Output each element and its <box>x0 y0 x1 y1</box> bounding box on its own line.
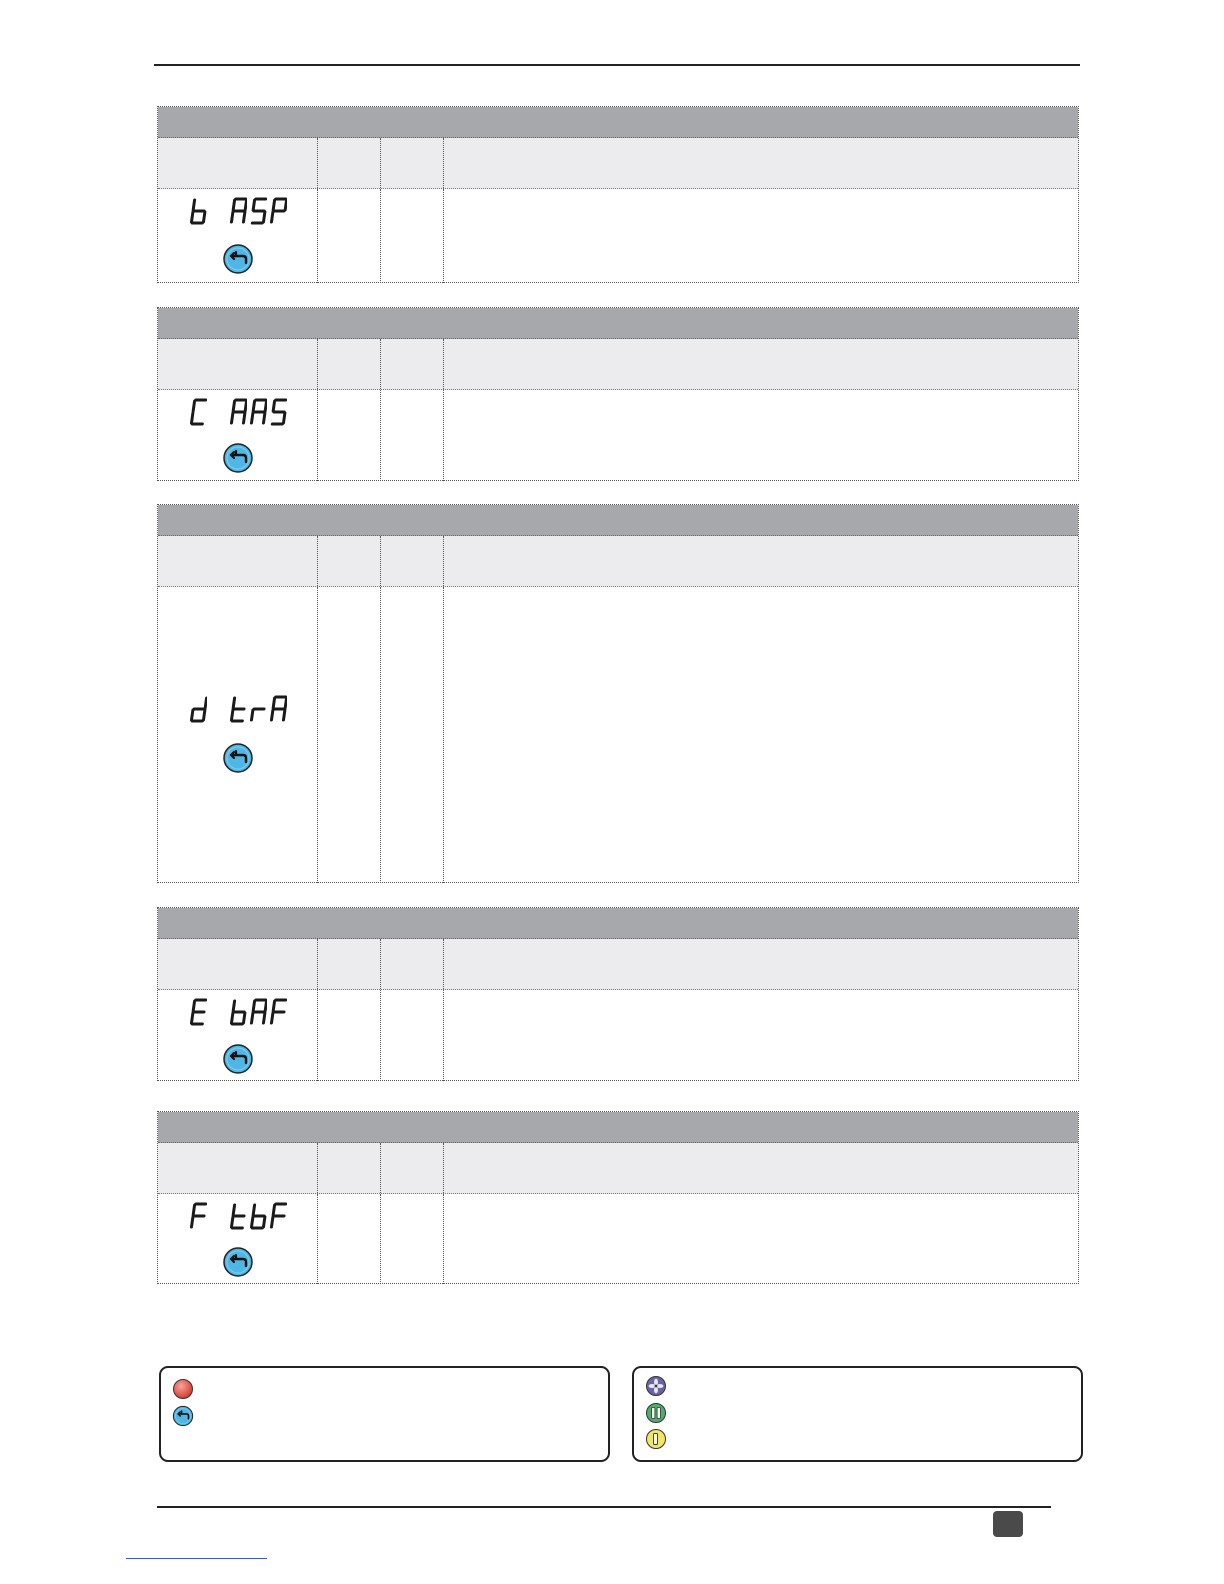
lcd-glyph <box>189 1202 207 1232</box>
lcd-glyph <box>229 695 247 725</box>
bottom-rule <box>157 1506 1051 1508</box>
green-pause-icon <box>645 1402 667 1424</box>
lcd-letter <box>189 695 207 725</box>
lcd-display <box>158 197 318 227</box>
lcd-display <box>158 998 318 1028</box>
display-cell <box>158 990 318 1081</box>
lcd-code <box>229 695 287 725</box>
parameter-block-b <box>157 106 1079 283</box>
parameter-block-e <box>157 907 1079 1081</box>
lcd-letter <box>189 998 207 1028</box>
lcd-glyph <box>229 398 247 428</box>
tap-icon <box>222 243 254 275</box>
block-header-row <box>158 536 1078 587</box>
lcd-glyph <box>249 1202 267 1232</box>
block-header-row <box>158 939 1078 990</box>
block-title-bar <box>158 1112 1078 1143</box>
parameter-block-d <box>157 504 1079 883</box>
lcd-code <box>229 1202 287 1232</box>
block-title-bar <box>158 505 1078 536</box>
lcd-glyph <box>229 998 247 1028</box>
yellow-stand-icon <box>645 1428 667 1450</box>
tap-icon <box>222 1246 254 1278</box>
lcd-display <box>158 695 318 725</box>
top-rule <box>154 64 1080 66</box>
lcd-code <box>229 398 287 428</box>
page-number-badge <box>993 1511 1023 1537</box>
tap-icon <box>222 442 254 474</box>
lcd-letter <box>189 398 207 428</box>
lcd-glyph <box>229 197 247 227</box>
lcd-glyph <box>189 398 207 428</box>
display-cell <box>158 390 318 481</box>
block-title-bar <box>158 308 1078 339</box>
lcd-glyph <box>189 197 207 227</box>
block-header-row <box>158 138 1078 189</box>
lcd-display <box>158 1202 318 1232</box>
lcd-letter <box>189 1202 207 1232</box>
lcd-code <box>229 197 287 227</box>
red-dot-icon <box>172 1378 194 1400</box>
display-cell <box>158 1194 318 1284</box>
lcd-glyph <box>249 998 267 1028</box>
lcd-display <box>158 398 318 428</box>
tap-icon <box>172 1405 194 1427</box>
lcd-code <box>229 998 287 1028</box>
lcd-glyph <box>249 695 267 725</box>
lcd-glyph <box>269 197 287 227</box>
block-header-row <box>158 339 1078 390</box>
lcd-glyph <box>269 695 287 725</box>
fan-icon <box>645 1375 667 1397</box>
tap-icon <box>222 742 254 774</box>
tap-icon <box>222 1043 254 1075</box>
lcd-glyph <box>269 398 287 428</box>
lcd-glyph <box>269 1202 287 1232</box>
display-cell <box>158 587 318 883</box>
parameter-block-c <box>157 307 1079 481</box>
lcd-letter <box>189 197 207 227</box>
lcd-glyph <box>249 197 267 227</box>
legend-box-left <box>159 1366 610 1462</box>
link-underline <box>126 1558 267 1559</box>
lcd-glyph <box>269 998 287 1028</box>
parameter-block-f <box>157 1111 1079 1284</box>
display-cell <box>158 189 318 283</box>
lcd-glyph <box>189 695 207 725</box>
lcd-glyph <box>229 1202 247 1232</box>
lcd-glyph <box>249 398 267 428</box>
block-title-bar <box>158 107 1078 138</box>
block-header-row <box>158 1143 1078 1194</box>
block-title-bar <box>158 908 1078 939</box>
legend-box-right <box>632 1366 1083 1462</box>
lcd-glyph <box>189 998 207 1028</box>
